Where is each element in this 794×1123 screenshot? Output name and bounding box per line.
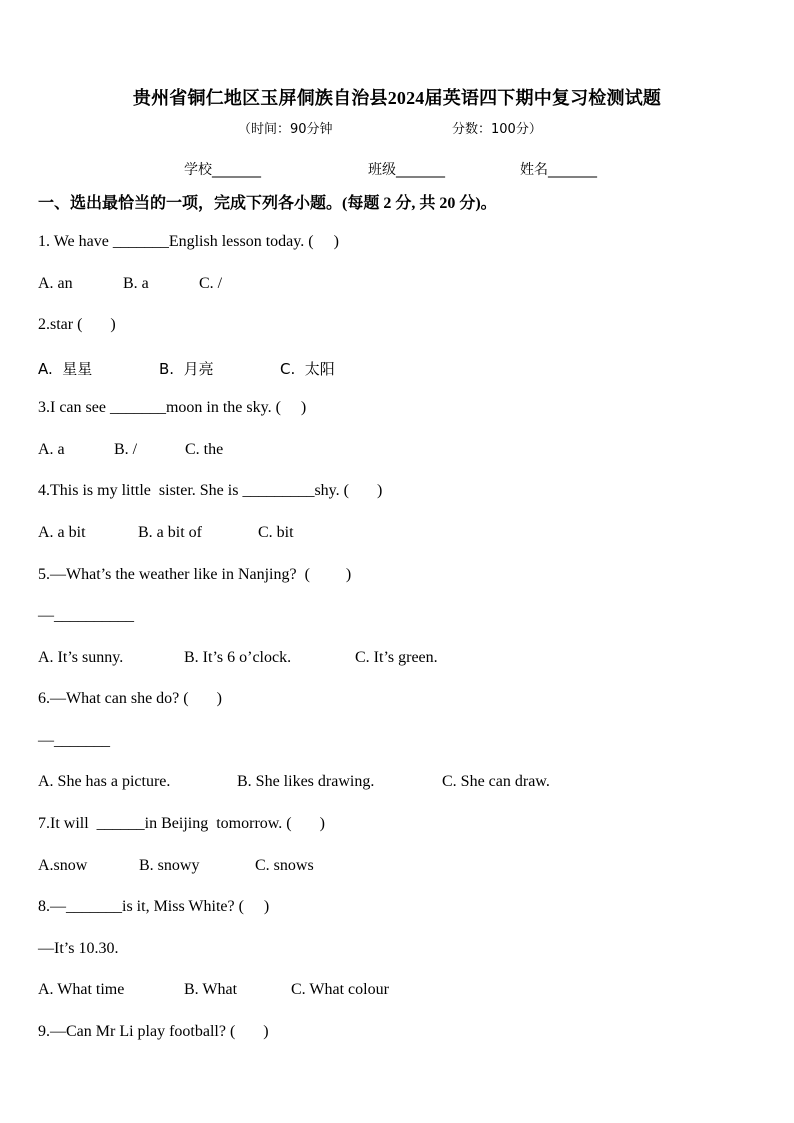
question-stem: 8.—_______is it, Miss White? ( ): [38, 898, 270, 915]
option-c: C. /: [199, 275, 223, 292]
option-c: C. 太阳: [280, 360, 335, 378]
question-options: [38, 649, 738, 669]
class-field: 班级_______: [368, 162, 445, 178]
page-title: 贵州省铜仁地区玉屏侗族自治县2024届英语四下期中复习检测试题: [132, 88, 662, 108]
exam-info: [0, 118, 794, 138]
option-a: A. What time: [38, 981, 125, 998]
question-options: [38, 857, 738, 877]
question-options: [38, 524, 738, 544]
exam-time: （时间：90分钟: [238, 122, 333, 137]
answer-blank: —_______: [38, 732, 110, 749]
question-stem: 3.I can see _______moon in the sky. ( ): [38, 399, 307, 416]
option-a: A. a bit: [38, 524, 86, 541]
option-a: A.snow: [38, 857, 88, 874]
option-b: B. a: [123, 275, 149, 292]
question-stem: 6.—What can she do? ( ): [38, 690, 222, 707]
question-options: [38, 441, 738, 461]
option-a: A. It’s sunny.: [38, 649, 124, 666]
student-info: [0, 159, 794, 181]
question-options: [38, 358, 738, 378]
option-b: B. a bit of: [138, 524, 202, 541]
question-options: [38, 773, 738, 793]
question-stem: 4.This is my little sister. She is _________shy. ( ): [38, 482, 383, 499]
option-c: C. bit: [258, 524, 294, 541]
option-c: C. What colour: [291, 981, 389, 998]
answer-blank: —__________: [38, 607, 134, 624]
question-options: [38, 981, 738, 1001]
question-stem: 1. We have _______English lesson today. ( ): [38, 233, 339, 250]
option-b: B. What: [184, 981, 238, 998]
option-c: C. It’s green.: [355, 649, 438, 666]
exam-score: 分数：100分）: [452, 122, 542, 137]
option-a: A. 星星: [38, 360, 93, 378]
name-field: 姓名_______: [520, 162, 597, 178]
option-b: B. She likes drawing.: [237, 773, 375, 790]
answer-line: —It’s 10.30.: [38, 940, 119, 957]
option-a: A. a: [38, 441, 65, 458]
question-stem: 7.It will ______in Beijing tomorrow. ( ): [38, 815, 325, 832]
option-b: B. /: [114, 441, 138, 458]
question-stem: 2.star ( ): [38, 316, 116, 333]
option-c: C. the: [185, 441, 224, 458]
option-b: B. snowy: [139, 857, 200, 874]
option-b: B. 月亮: [159, 360, 214, 378]
option-a: A. an: [38, 275, 73, 292]
option-c: C. snows: [255, 857, 314, 874]
option-b: B. It’s 6 o’clock.: [184, 649, 292, 666]
section-heading: 一、选出最恰当的一项，完成下列各小题。(每题 2 分, 共 20 分)。: [38, 195, 497, 212]
option-a: A. She has a picture.: [38, 773, 171, 790]
question-options: [38, 275, 738, 295]
question-stem: 9.—Can Mr Li play football? ( ): [38, 1023, 269, 1040]
question-stem: 5.—What’s the weather like in Nanjing? ( ): [38, 566, 352, 583]
school-field: 学校_______: [184, 162, 261, 178]
option-c: C. She can draw.: [442, 773, 550, 790]
